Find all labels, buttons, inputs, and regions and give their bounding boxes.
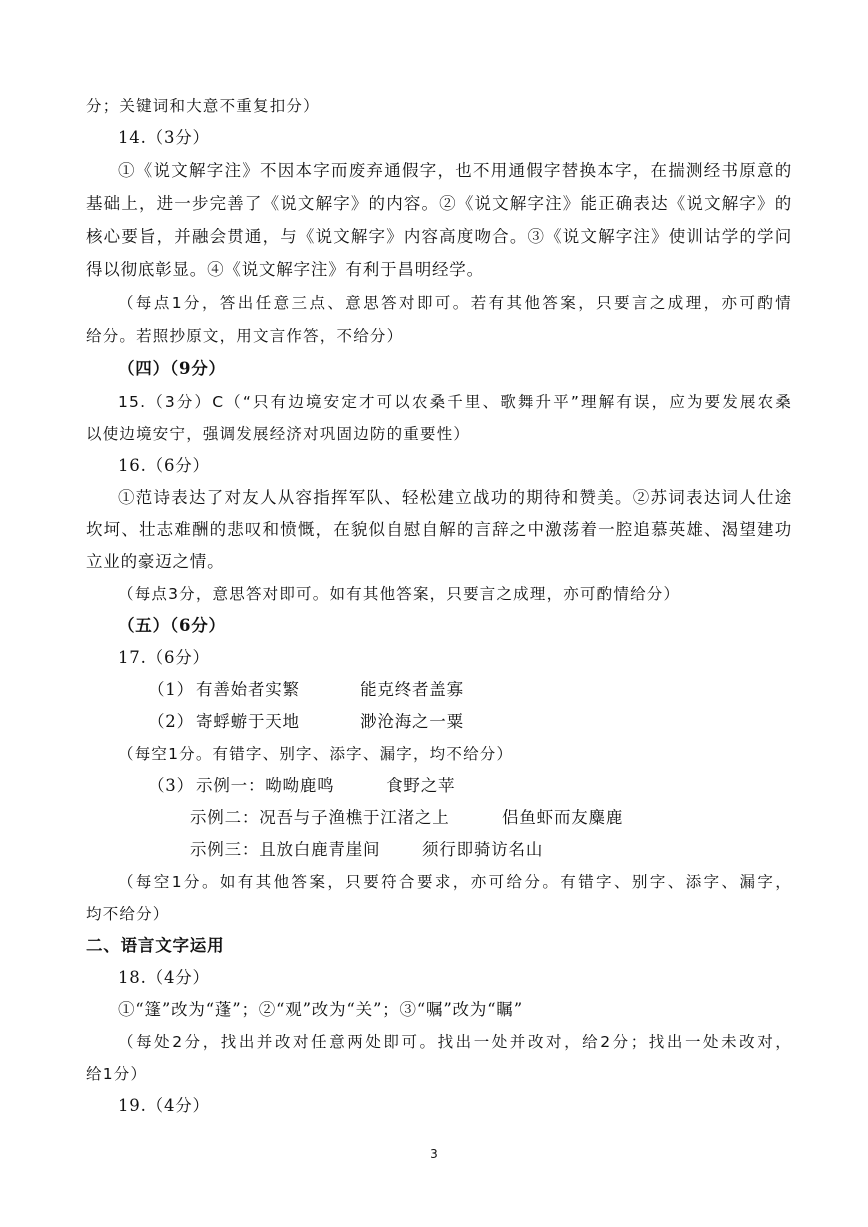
answer-row bbox=[148, 674, 854, 706]
text-line: 基础上，进一步完善了《说文解字》的内容。②《说文解字注》能正确表达《说文解字》的 bbox=[86, 194, 792, 213]
text-line: 得以彻底彰显。④《说文解字注》有利于昌明经学。 bbox=[86, 260, 484, 279]
item-number: （3） bbox=[148, 776, 194, 795]
question-heading: 14.（3分） bbox=[118, 128, 210, 147]
answer-row bbox=[148, 706, 854, 738]
example-answer: 示例三：且放白鹿青崖间 bbox=[190, 840, 381, 859]
answer-row bbox=[190, 834, 868, 866]
section-heading: （四）（9分） bbox=[118, 359, 226, 378]
text-line: 核心要旨，并融会贯通，与《说文解字》内容高度吻合。③《说文解字注》使训诂学的学问 bbox=[86, 227, 792, 246]
question-heading: 18.（4分） bbox=[118, 968, 210, 987]
example-answer: 须行即骑访名山 bbox=[422, 840, 544, 859]
text-line: 分；关键词和大意不重复扣分） bbox=[86, 97, 320, 115]
answer-row bbox=[148, 770, 854, 802]
scoring-note: 均不给分） bbox=[86, 905, 170, 923]
page-number: 3 bbox=[430, 1147, 438, 1161]
blank-answer: 渺沧海之一粟 bbox=[360, 712, 464, 731]
scoring-note: （每空1分。有错字、别字、添字、漏字，均不给分） bbox=[118, 745, 514, 763]
answer-line: ①“篷”改为“蓬”；②“观”改为“关”；③“嘱”改为“瞩” bbox=[118, 1000, 523, 1019]
scoring-note: （每空1分。如有其他答案，只要符合要求，亦可给分。有错字、别字、添字、漏字， bbox=[118, 873, 792, 891]
scoring-note: 给分。若照抄原文，用文言作答，不给分） bbox=[86, 327, 404, 345]
scoring-note: （每点1分，答出任意三点、意思答对即可。若有其他答案，只要言之成理，亦可酌情 bbox=[118, 294, 792, 312]
text-line: ①范诗表达了对友人从容指挥军队、轻松建立战功的期待和赞美。②苏词表达词人仕途 bbox=[118, 488, 792, 507]
scoring-note: （每处2分，找出并改对任意两处即可。找出一处并改对，给2分；找出一处未改对， bbox=[118, 1033, 792, 1051]
blank-answer: 有善始者实繁 bbox=[196, 680, 300, 699]
answer-line: 15.（3分）C（“只有边境安定才可以农桑千里、歌舞升平”理解有误，应为要发展农桑 bbox=[118, 393, 792, 411]
example-answer: 示例一：呦呦鹿鸣 bbox=[196, 776, 335, 795]
text-line: 立业的豪迈之情。 bbox=[86, 552, 225, 571]
question-heading: 19.（4分） bbox=[118, 1096, 210, 1115]
example-answer: 食野之苹 bbox=[386, 776, 456, 795]
section-heading: 二、语言文字运用 bbox=[86, 936, 225, 955]
item-number: （2） bbox=[148, 712, 194, 731]
scoring-note: 给1分） bbox=[86, 1065, 148, 1083]
scoring-note: （每点3分，意思答对即可。如有其他答案，只要言之成理，亦可酌情给分） bbox=[118, 585, 681, 603]
answer-row bbox=[190, 802, 868, 834]
answer-line: 以使边境安宁，强调发展经济对巩固边防的重要性） bbox=[86, 425, 471, 443]
example-answer: 示例二：况吾与子渔樵于江渚之上 bbox=[190, 808, 450, 827]
blank-answer: 寄蜉蝣于天地 bbox=[196, 712, 300, 731]
question-heading: 16.（6分） bbox=[118, 456, 210, 475]
question-heading: 17.（6分） bbox=[118, 648, 210, 667]
item-number: （1） bbox=[148, 680, 194, 699]
blank-answer: 能克终者盖寡 bbox=[360, 680, 464, 699]
text-line: 坎坷、壮志难酬的悲叹和愤慨，在貌似自慰自解的言辞之中激荡着一腔追慕英雄、渴望建功 bbox=[86, 520, 792, 539]
example-answer: 侣鱼虾而友麋鹿 bbox=[502, 808, 624, 827]
section-heading: （五）（6分） bbox=[118, 616, 226, 635]
text-line: ①《说文解字注》不因本字而废弃通假字，也不用通假字替换本字，在揣测经书原意的 bbox=[118, 161, 792, 180]
